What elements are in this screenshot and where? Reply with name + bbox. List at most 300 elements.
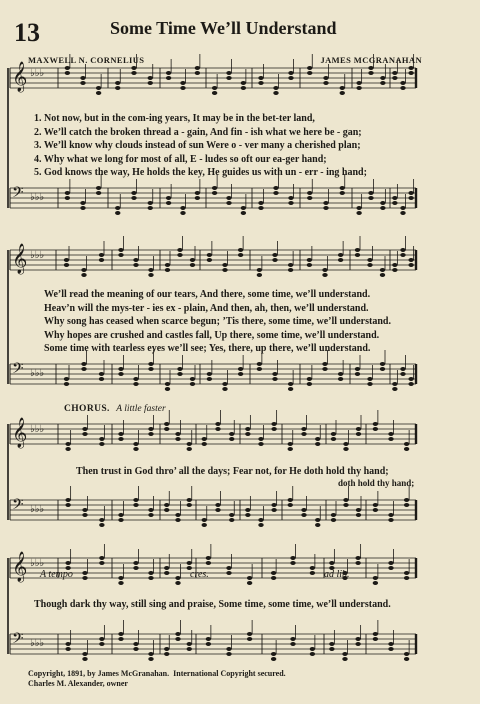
note-head: [331, 518, 336, 522]
note-head: [202, 523, 207, 527]
note-head: [290, 556, 295, 560]
verse-line: 1. Not now, but in the com-ing years, It may be in the bet-ter land,: [34, 113, 315, 124]
note-head: [322, 367, 327, 371]
note-head: [81, 362, 86, 366]
note-head: [80, 201, 85, 205]
note-head: [257, 273, 262, 277]
note-head: [323, 81, 328, 85]
note-head: [180, 86, 185, 90]
note-head: [148, 206, 153, 210]
chorus-heading: [64, 404, 166, 414]
note-head: [404, 498, 409, 502]
note-head: [190, 263, 195, 267]
note-head: [175, 637, 180, 641]
note-head: [257, 362, 262, 366]
note-head: [164, 566, 169, 570]
note-head: [368, 71, 373, 75]
key-signature-flats: ♭♭♭: [30, 250, 45, 261]
note-head: [207, 258, 212, 262]
note-head: [80, 76, 85, 80]
note-head: [272, 372, 277, 376]
note-head: [118, 632, 123, 636]
note-head: [229, 437, 234, 441]
note-head: [164, 571, 169, 575]
note-head: [315, 523, 320, 527]
ad-lib-marking: ad lib.: [324, 569, 350, 580]
note-head: [329, 642, 334, 646]
note-head: [307, 71, 312, 75]
note-head: [238, 253, 243, 257]
note-head: [343, 498, 348, 502]
note-head: [241, 206, 246, 210]
note-head: [380, 367, 385, 371]
note-head: [148, 81, 153, 85]
note-head: [148, 432, 153, 436]
note-head: [340, 91, 345, 95]
note-head: [148, 76, 153, 80]
note-head: [373, 427, 378, 431]
note-head: [373, 576, 378, 580]
note-head: [247, 576, 252, 580]
note-head: [81, 367, 86, 371]
note-head: [400, 81, 405, 85]
note-head: [404, 657, 409, 661]
note-head: [310, 571, 315, 575]
note-head: [307, 377, 312, 381]
note-head: [164, 422, 169, 426]
note-head: [177, 367, 182, 371]
note-head: [190, 258, 195, 262]
note-head: [65, 642, 70, 646]
note-head: [148, 513, 153, 517]
note-head: [355, 248, 360, 252]
note-head: [99, 518, 104, 522]
note-head: [65, 447, 70, 451]
note-head: [288, 201, 293, 205]
note-head: [355, 561, 360, 565]
note-head: [187, 498, 192, 502]
note-head: [118, 581, 123, 585]
note-head: [99, 556, 104, 560]
note-head: [408, 66, 413, 70]
note-head: [380, 201, 385, 205]
note-head: [238, 372, 243, 376]
refrain-line: We’ll read the meaning of our tears, And there, some time, we’ll understand.: [44, 289, 371, 300]
note-head: [133, 647, 138, 651]
note-head: [290, 561, 295, 565]
note-head: [340, 191, 345, 195]
note-head: [65, 66, 70, 70]
note-head: [315, 442, 320, 446]
note-head: [148, 576, 153, 580]
note-head: [99, 442, 104, 446]
note-head: [408, 191, 413, 195]
note-head: [99, 377, 104, 381]
key-signature-flats: ♭♭♭: [30, 424, 45, 435]
note-head: [323, 201, 328, 205]
note-head: [118, 513, 123, 517]
note-head: [190, 382, 195, 386]
note-head: [81, 268, 86, 272]
note-head: [388, 513, 393, 517]
note-head: [322, 268, 327, 272]
chorus-echo: doth hold thy hand;: [338, 478, 415, 488]
note-head: [118, 372, 123, 376]
note-head: [400, 206, 405, 210]
chorus-lyric-1: Then trust in God thro’ all the days; Fear not, for He doth hold thy hand;: [76, 466, 389, 477]
note-head: [323, 76, 328, 80]
note-head: [177, 248, 182, 252]
note-head: [400, 211, 405, 215]
note-head: [118, 432, 123, 436]
note-head: [355, 556, 360, 560]
note-head: [271, 508, 276, 512]
note-head: [247, 637, 252, 641]
note-head: [241, 86, 246, 90]
note-head: [342, 657, 347, 661]
note-head: [64, 377, 69, 381]
bass-clef-icon: 𝄢: [12, 184, 24, 205]
note-head: [273, 91, 278, 95]
note-head: [148, 571, 153, 575]
note-head: [301, 513, 306, 517]
note-head: [380, 273, 385, 277]
note-head: [148, 508, 153, 512]
note-head: [222, 268, 227, 272]
note-head: [315, 518, 320, 522]
note-head: [329, 561, 334, 565]
note-head: [226, 201, 231, 205]
note-head: [212, 186, 217, 190]
note-head: [408, 196, 413, 200]
note-head: [257, 367, 262, 371]
note-head: [307, 191, 312, 195]
note-head: [133, 498, 138, 502]
note-head: [215, 508, 220, 512]
note-head: [65, 498, 70, 502]
note-head: [226, 71, 231, 75]
note-head: [133, 382, 138, 386]
note-head: [310, 652, 315, 656]
note-head: [187, 442, 192, 446]
note-head: [340, 86, 345, 90]
note-head: [331, 513, 336, 517]
note-head: [338, 258, 343, 262]
note-head: [310, 647, 315, 651]
note-head: [373, 637, 378, 641]
note-head: [301, 508, 306, 512]
note-head: [115, 206, 120, 210]
note-head: [356, 513, 361, 517]
note-head: [288, 442, 293, 446]
note-head: [392, 71, 397, 75]
note-head: [148, 273, 153, 277]
note-head: [329, 647, 334, 651]
note-head: [164, 508, 169, 512]
note-head: [187, 561, 192, 565]
note-head: [212, 91, 217, 95]
note-head: [367, 382, 372, 386]
note-head: [207, 253, 212, 257]
cres-marking: cres.: [190, 569, 209, 580]
note-head: [380, 362, 385, 366]
note-head: [175, 437, 180, 441]
note-head: [392, 387, 397, 391]
note-head: [82, 427, 87, 431]
note-head: [245, 513, 250, 517]
note-head: [392, 382, 397, 386]
note-head: [271, 657, 276, 661]
note-head: [258, 206, 263, 210]
note-head: [404, 503, 409, 507]
note-head: [408, 71, 413, 75]
note-head: [392, 196, 397, 200]
note-head: [202, 437, 207, 441]
note-head: [388, 432, 393, 436]
hymn-number: 13: [14, 18, 40, 47]
note-head: [408, 382, 413, 386]
note-head: [400, 253, 405, 257]
note-head: [131, 66, 136, 70]
note-head: [388, 566, 393, 570]
note-head: [175, 518, 180, 522]
note-head: [388, 642, 393, 646]
note-head: [373, 632, 378, 636]
note-head: [115, 211, 120, 215]
copyright-notice: [28, 669, 388, 689]
note-head: [180, 211, 185, 215]
note-head: [165, 263, 170, 267]
lyricist-credit: MAXWELL N. CORNELIUS: [28, 55, 145, 65]
note-head: [307, 258, 312, 262]
note-head: [373, 581, 378, 585]
note-head: [115, 86, 120, 90]
note-head: [404, 447, 409, 451]
note-head: [82, 571, 87, 575]
note-head: [65, 191, 70, 195]
note-head: [215, 503, 220, 507]
note-head: [99, 372, 104, 376]
note-head: [247, 581, 252, 585]
note-head: [315, 437, 320, 441]
note-head: [288, 382, 293, 386]
note-head: [207, 372, 212, 376]
note-head: [165, 387, 170, 391]
note-head: [404, 652, 409, 656]
note-head: [118, 518, 123, 522]
note-head: [356, 427, 361, 431]
note-head: [148, 427, 153, 431]
note-head: [307, 263, 312, 267]
note-head: [380, 268, 385, 272]
note-head: [356, 86, 361, 90]
note-head: [404, 576, 409, 580]
note-head: [404, 571, 409, 575]
note-head: [133, 442, 138, 446]
note-head: [368, 196, 373, 200]
note-head: [202, 518, 207, 522]
note-head: [222, 382, 227, 386]
note-head: [115, 81, 120, 85]
note-head: [272, 258, 277, 262]
note-head: [175, 513, 180, 517]
note-head: [96, 86, 101, 90]
note-head: [166, 196, 171, 200]
bass-clef-icon: 𝄢: [12, 630, 24, 651]
note-head: [64, 382, 69, 386]
note-head: [118, 367, 123, 371]
note-head: [164, 503, 169, 507]
note-head: [195, 71, 200, 75]
note-head: [392, 263, 397, 267]
note-head: [241, 81, 246, 85]
note-head: [99, 642, 104, 646]
composer-credit: JAMES MCGRANAHAN: [320, 55, 422, 65]
note-head: [187, 447, 192, 451]
note-head: [238, 367, 243, 371]
note-head: [226, 196, 231, 200]
note-head: [133, 258, 138, 262]
note-head: [212, 86, 217, 90]
note-head: [301, 432, 306, 436]
note-head: [388, 647, 393, 651]
note-head: [118, 253, 123, 257]
note-head: [226, 652, 231, 656]
note-head: [288, 503, 293, 507]
note-head: [118, 248, 123, 252]
note-head: [245, 508, 250, 512]
note-head: [166, 76, 171, 80]
note-head: [388, 518, 393, 522]
note-head: [99, 523, 104, 527]
note-head: [64, 263, 69, 267]
note-head: [148, 367, 153, 371]
key-signature-flats: ♭♭♭: [30, 68, 45, 79]
note-head: [118, 437, 123, 441]
note-head: [222, 263, 227, 267]
note-head: [195, 66, 200, 70]
note-head: [258, 442, 263, 446]
note-head: [322, 273, 327, 277]
refrain-line: Heav’n will the mys-ter - ies ex - plain, And then, ah, then, we’ll understand.: [44, 302, 369, 314]
hymn-title: Some Time We’ll Understand: [110, 18, 337, 38]
note-head: [187, 642, 192, 646]
note-head: [343, 447, 348, 451]
note-head: [164, 647, 169, 651]
note-head: [288, 387, 293, 391]
note-head: [288, 196, 293, 200]
note-head: [258, 518, 263, 522]
note-head: [187, 503, 192, 507]
note-head: [272, 377, 277, 381]
note-head: [65, 503, 70, 507]
note-head: [408, 377, 413, 381]
note-head: [307, 382, 312, 386]
note-head: [175, 581, 180, 585]
note-head: [373, 503, 378, 507]
note-head: [190, 377, 195, 381]
note-head: [99, 561, 104, 565]
note-head: [65, 647, 70, 651]
note-head: [257, 268, 262, 272]
note-head: [331, 437, 336, 441]
note-head: [408, 263, 413, 267]
note-head: [258, 201, 263, 205]
note-head: [290, 642, 295, 646]
note-head: [258, 437, 263, 441]
note-head: [343, 503, 348, 507]
note-head: [82, 508, 87, 512]
treble-clef-icon: 𝄞: [12, 552, 28, 582]
owner-line: Charles M. Alexander, owner: [28, 679, 128, 688]
note-head: [307, 66, 312, 70]
note-head: [271, 652, 276, 656]
note-head: [148, 268, 153, 272]
note-head: [131, 191, 136, 195]
note-head: [206, 642, 211, 646]
note-head: [175, 576, 180, 580]
note-head: [226, 571, 231, 575]
key-signature-flats: ♭♭♭: [30, 638, 45, 649]
note-head: [356, 206, 361, 210]
note-head: [355, 637, 360, 641]
note-head: [207, 377, 212, 381]
note-head: [148, 657, 153, 661]
note-head: [404, 442, 409, 446]
note-head: [222, 387, 227, 391]
note-head: [215, 427, 220, 431]
note-head: [195, 196, 200, 200]
note-head: [164, 427, 169, 431]
note-head: [148, 652, 153, 656]
note-head: [99, 253, 104, 257]
note-head: [96, 91, 101, 95]
key-signature-flats: ♭♭♭: [30, 504, 45, 515]
note-head: [65, 196, 70, 200]
note-head: [368, 66, 373, 70]
treble-clef-icon: 𝄞: [12, 62, 28, 92]
note-head: [288, 71, 293, 75]
note-head: [65, 442, 70, 446]
note-head: [118, 637, 123, 641]
note-head: [177, 372, 182, 376]
note-head: [175, 632, 180, 636]
note-head: [307, 196, 312, 200]
note-head: [273, 191, 278, 195]
note-head: [206, 637, 211, 641]
note-head: [180, 206, 185, 210]
note-head: [65, 561, 70, 565]
note-head: [258, 81, 263, 85]
note-head: [229, 518, 234, 522]
refrain-line: Why song has ceased when scarce begun; ’Tis there, some time, we’ll understand.: [44, 316, 391, 328]
note-head: [338, 377, 343, 381]
verse-lyrics: [34, 112, 420, 180]
note-head: [64, 258, 69, 262]
verse-line: 3. We’ll know why clouds instead of sun Were o - ver many a cherished plan;: [34, 140, 361, 152]
note-head: [322, 362, 327, 366]
treble-clef-icon: 𝄞: [12, 244, 28, 274]
note-head: [133, 566, 138, 570]
tempo-marking: A little faster: [116, 404, 166, 414]
note-head: [133, 377, 138, 381]
note-head: [82, 576, 87, 580]
note-head: [99, 437, 104, 441]
bass-clef-icon: 𝄢: [12, 360, 24, 381]
note-head: [80, 81, 85, 85]
note-head: [408, 258, 413, 262]
key-signature-flats: ♭♭♭: [30, 558, 45, 569]
